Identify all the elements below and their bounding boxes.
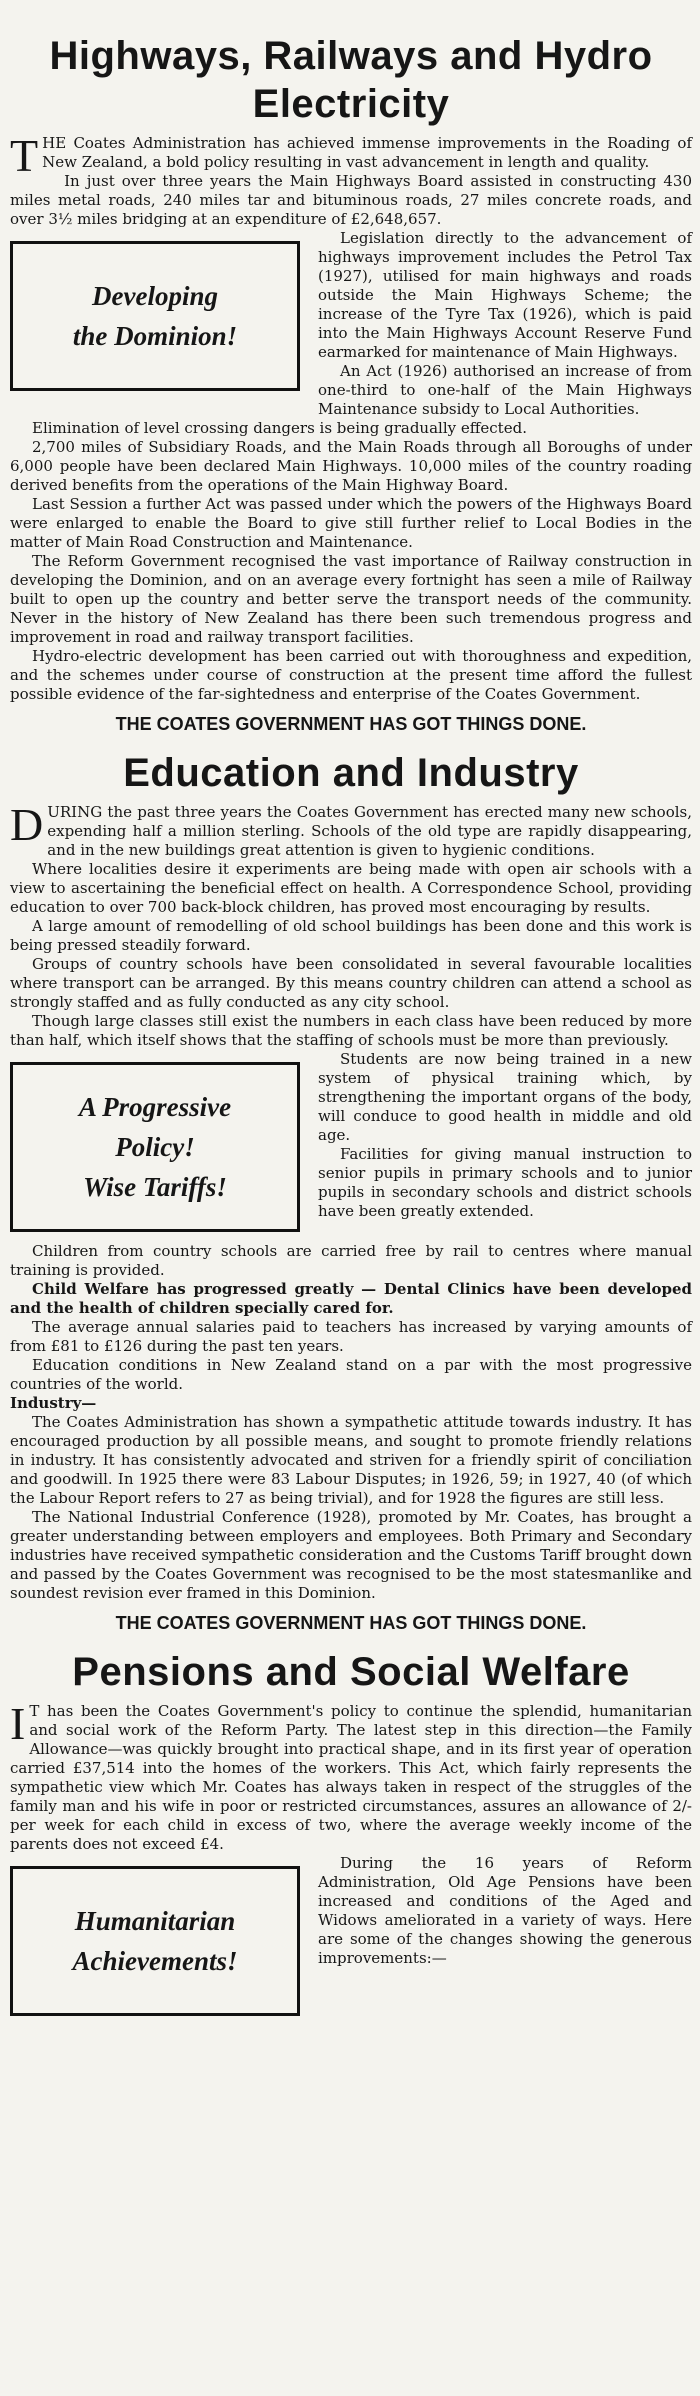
highways-slogan: THE COATES GOVERNMENT HAS GOT THINGS DONE. [115,714,587,734]
highways-paragraph-1: HE Coates Administration has achieved immense improvements in the Roading of New Zealand, a bold policy resulting in vast advancement in length and quality. [42,134,692,171]
highways-paragraph-4: An Act (1926) authorised an increase of from one-third to one-half of the Main Highways Maintenance subsidy to Local Authorities. [318,362,692,418]
education-callout-box [10,1062,300,1232]
highways-dropcap: T [10,130,39,181]
education-paragraph-2: Where localities desire it experiments are being made with open air schools with a view to ascertaining the beneficial effect on health. A Correspondence School, providing education to over 700 back-block children, has proved most encouraging by results. [10,860,692,916]
pensions-callout-line-2: Achievements! [72,1946,238,1976]
pensions-callout-box [10,1866,300,2016]
highways-callout-line-2: the Dominion! [72,321,238,351]
education-callout-line-2: Policy! [115,1132,195,1162]
pensions-title: Pensions and Social Welfare [72,1650,630,1694]
education-paragraph-7: Facilities for giving manual instruction to senior pupils in primary schools and to junior pupils in secondary schools and district schools have been greatly extended. [318,1145,692,1220]
education-dropcap: D [10,799,44,850]
education-paragraph-11: Education conditions in New Zealand stand on a par with the most progressive countries of the world. [10,1356,692,1393]
education-paragraph-8: Children from country schools are carried free by rail to centres where manual training is provided. [10,1242,692,1279]
highways-paragraph-2: In just over three years the Main Highways Board assisted in constructing 430 miles metal roads, 240 miles tar and bituminous roads, 27 miles concrete roads, and over 3½ miles bridging at an expenditure of £2,648,657. [10,172,692,228]
pensions-paragraph-1: T has been the Coates Government's policy to continue the splendid, humanitarian and social work of the Reform Party. The latest step in this direction—the Family Allowance—was quickly brought into practical shape, and in its first year of operation carried £37,514 into the homes of the workers. This Act, which fairly represents the sympathetic view which Mr. Coates has always taken in respect of the struggles of the family man and his wife in poor or restricted circumstances, assures an allowance of 2/- per week for each child in excess of two, where the average weekly income of the parents does not exceed £4. [10,1702,692,1853]
highways-callout-box [10,241,300,391]
highways-paragraph-7: Last Session a further Act was passed under which the powers of the Highways Board were enlarged to enable the Board to give still further relief to Local Bodies in the matter of Main Road Construction and Maintenance. [10,495,692,551]
highways-paragraph-6: 2,700 miles of Subsidiary Roads, and the Main Roads through all Boroughs of under 6,000 people have been declared Main Highways. 10,000 miles of the country roading derived benefits from the operations of the Main Highway Board. [10,438,692,494]
education-paragraph-4: Groups of country schools have been consolidated in several favourable localities where transport can be arranged. By this means country children can attend a school as strongly staffed and as fully conducted as any city school. [10,955,692,1011]
education-paragraph-12: The Coates Administration has shown a sympathetic attitude towards industry. It has encouraged production by all possible means, and sought to promote friendly relations in industry. It has consistently advocated and striven for a friendly spirit of conciliation and goodwill. In 1925 there were 83 Labour Disputes; in 1926, 59; in 1927, 40 (of which the Labour Report refers to 27 as being trivial), and for 1928 the figures are still less. [10,1413,692,1507]
education-paragraph-6: Students are now being trained in a new system of physical training which, by strengthening the important organs of the body, will conduce to good health in middle and old age. [318,1050,692,1144]
education-callout-line-1: A Progressive [78,1092,232,1122]
industry-subheading: Industry— [10,1394,97,1412]
education-paragraph-3: A large amount of remodelling of old school buildings has been done and this work is being pressed steadily forward. [10,917,692,954]
pensions-dropcap: I [10,1698,26,1749]
education-section [10,749,692,1634]
education-slogan: THE COATES GOVERNMENT HAS GOT THINGS DONE. [115,1613,587,1633]
education-paragraph-10: The average annual salaries paid to teachers has increased by varying amounts of from £81 to £126 during the past ten years. [10,1318,692,1355]
education-paragraph-5: Though large classes still exist the numbers in each class have been reduced by more than half, which itself shows that the staffing of schools must be more than previously. [10,1012,692,1049]
highways-callout-line-1: Developing [92,281,218,311]
pensions-paragraph-2: During the 16 years of Reform Administration, Old Age Pensions have been increased and conditions of the Aged and Widows ameliorated in a variety of ways. Here are some of the changes showing the generous improvements:— [318,1854,692,1967]
education-paragraph-9: Child Welfare has progressed greatly — Dental Clinics have been developed and the health of children specially cared for. [10,1280,692,1317]
education-paragraph-1: URING the past three years the Coates Government has erected many new schools, expending half a million sterling. Schools of the old type are rapidly disappearing, and in the new buildings great attention is given to hygienic conditions. [47,803,692,859]
highways-paragraph-5: Elimination of level crossing dangers is being gradually effected. [32,419,527,437]
pensions-callout-line-1: Humanitarian [74,1906,236,1936]
education-paragraph-13: The National Industrial Conference (1928), promoted by Mr. Coates, has brought a greater understanding between employers and employees. Both Primary and Secondary industries have received sympathetic consideration and the Customs Tariff brought down and passed by the Coates Government was recognised to be the most statesmanlike and soundest revision ever framed in this Dominion. [10,1508,693,1602]
highways-title: Highways, Railways and Hydro Electricity [49,34,653,126]
highways-section [10,32,692,735]
highways-paragraph-3: Legislation directly to the advancement of highways improvement includes the Petrol Tax (1927), utilised for main highways and roads outside the Main Highways Scheme; the increase of the Tyre Tax (1926), which is paid into the Main Highways Account Reserve Fund earmarked for maintenance of Main Highways. [318,229,692,361]
education-title: Education and Industry [123,751,579,795]
pensions-section [10,1648,692,1976]
highways-paragraph-9: Hydro-electric development has been carried out with thoroughness and expedition, and the schemes under course of construction at the present time afford the fullest possible evidence of the far-sightedness and enterprise of the Coates Government. [10,647,692,703]
highways-paragraph-8: The Reform Government recognised the vast importance of Railway construction in developing the Dominion, and on an average every fortnight has seen a mile of Railway built to open up the country and better serve the transport needs of the community. Never in the history of New Zealand has there been such tremendous progress and improvement in road and railway transport facilities. [10,552,692,646]
education-callout-line-3: Wise Tariffs! [83,1172,227,1202]
